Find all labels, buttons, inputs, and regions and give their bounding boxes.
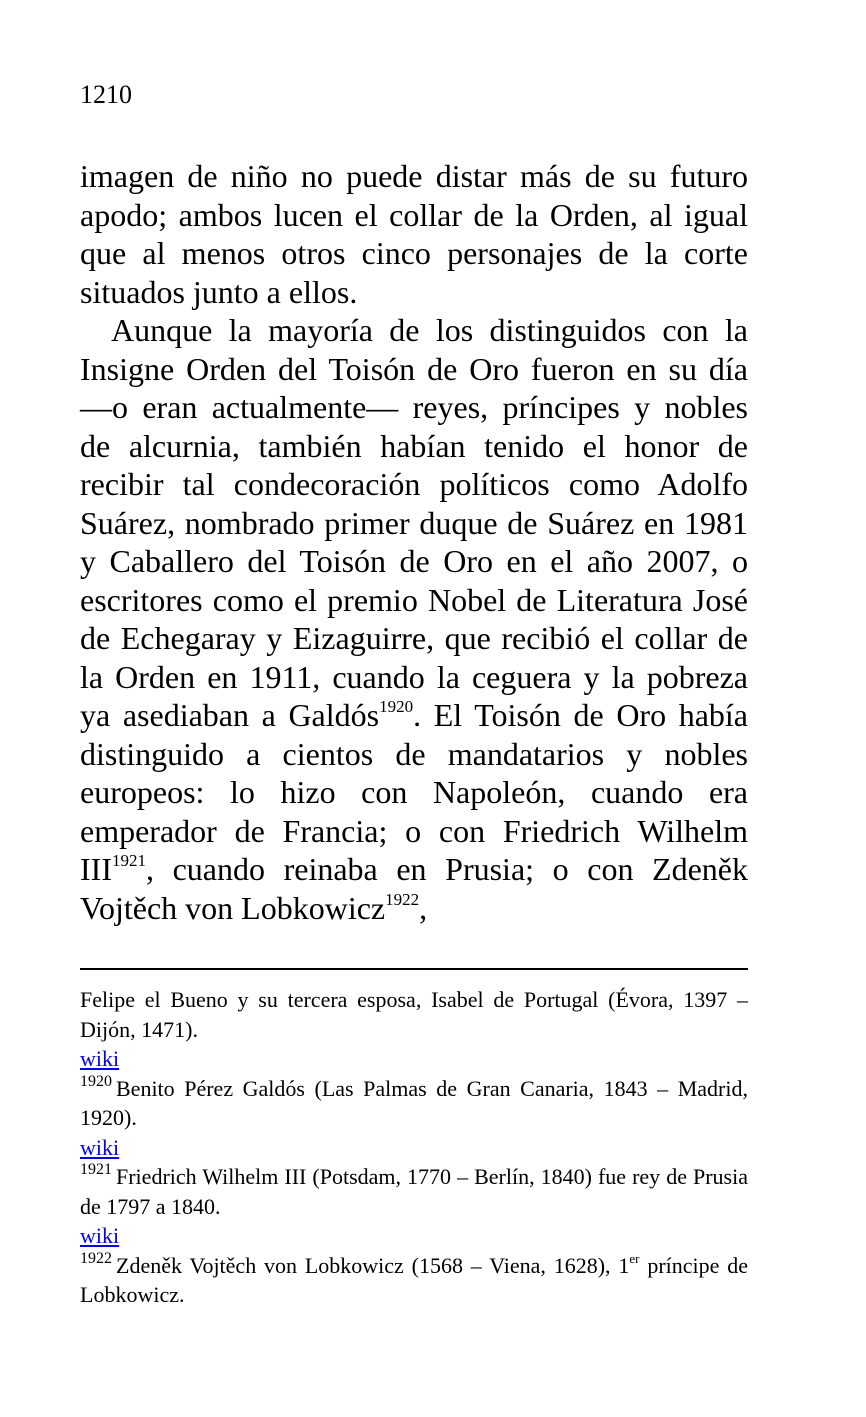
footnote-1920 <box>80 1074 748 1133</box>
footnote-number: 1922 <box>80 1249 112 1267</box>
page-number: 1210 <box>80 80 132 109</box>
footnote-1922 <box>80 1251 748 1310</box>
footnote-number: 1921 <box>80 1161 112 1178</box>
wiki-link[interactable]: wiki <box>80 1046 120 1071</box>
main-text <box>80 157 748 927</box>
footnote-1921 <box>80 1162 748 1221</box>
ordinal-suffix: er <box>629 1250 640 1266</box>
footnote-text: Friedrich Wilhelm III (Potsdam, 1770 – Berlín, 1840) fue rey de Prusia de 1797 a 1840. <box>80 1164 748 1219</box>
footnote-text: Zdeněk Vojtěch von Lobkowicz (1568 – Viena, 1628), 1 <box>116 1252 630 1278</box>
paragraph-text: , <box>419 889 428 926</box>
footnote-ref-1922[interactable]: 1922 <box>385 889 420 909</box>
footnote-separator <box>80 968 748 970</box>
wiki-link[interactable]: wiki <box>80 1134 120 1160</box>
footnote-number: 1920 <box>80 1072 112 1090</box>
footnotes <box>80 985 748 1310</box>
paragraph-text: . El Toisón de Oro había distinguido a cientos de mandatarios y nobles europeos: lo hizo con Napoleón, cuando era emperador de Francia; o con Friedrich Wilhelm III <box>80 697 748 887</box>
footnote-text: príncipe de Lobkowicz. <box>80 1252 748 1307</box>
footnote-ref-1920[interactable]: 1920 <box>379 697 414 716</box>
paragraph-toison <box>80 311 748 927</box>
wiki-link[interactable]: wiki <box>80 1223 120 1248</box>
paragraph-continued: imagen de niño no puede distar más de su futuro apodo; ambos lucen el collar de la Orden, al igual que al menos otros cinco personajes de la corte situados junto a ellos. <box>80 158 748 310</box>
footnote-ref-1921[interactable]: 1921 <box>111 851 146 870</box>
footnote-text: Benito Pérez Galdós (Las Palmas de Gran Canaria, 1843 – Madrid, 1920). <box>80 1075 748 1130</box>
paragraph-text: , cuando reinaba en Prusia; o con Zdeněk Vojtěch von Lobkowicz <box>80 851 748 926</box>
footnote-continued: Felipe el Bueno y su tercera esposa, Isabel de Portugal (Évora, 1397 – Dijón, 1471). <box>80 987 748 1042</box>
paragraph-text: Aunque la mayoría de los distinguidos con la Insigne Orden del Toisón de Oro fueron en su día —o eran actualmente— reyes, príncipes y nobles de alcurnia, también habían tenido el honor de recibir tal condecoración políticos como Adolfo Suárez, nombrado primer duque de Suárez en 1981 y Caballero del Toisón de Oro en el año 2007, o escritores como el premio Nobel de Literatura José de Echegaray y Eizaguirre, que recibió el collar de la Orden en 1911, cuando la ceguera y la pobreza ya asediaban a Galdós <box>80 312 748 733</box>
